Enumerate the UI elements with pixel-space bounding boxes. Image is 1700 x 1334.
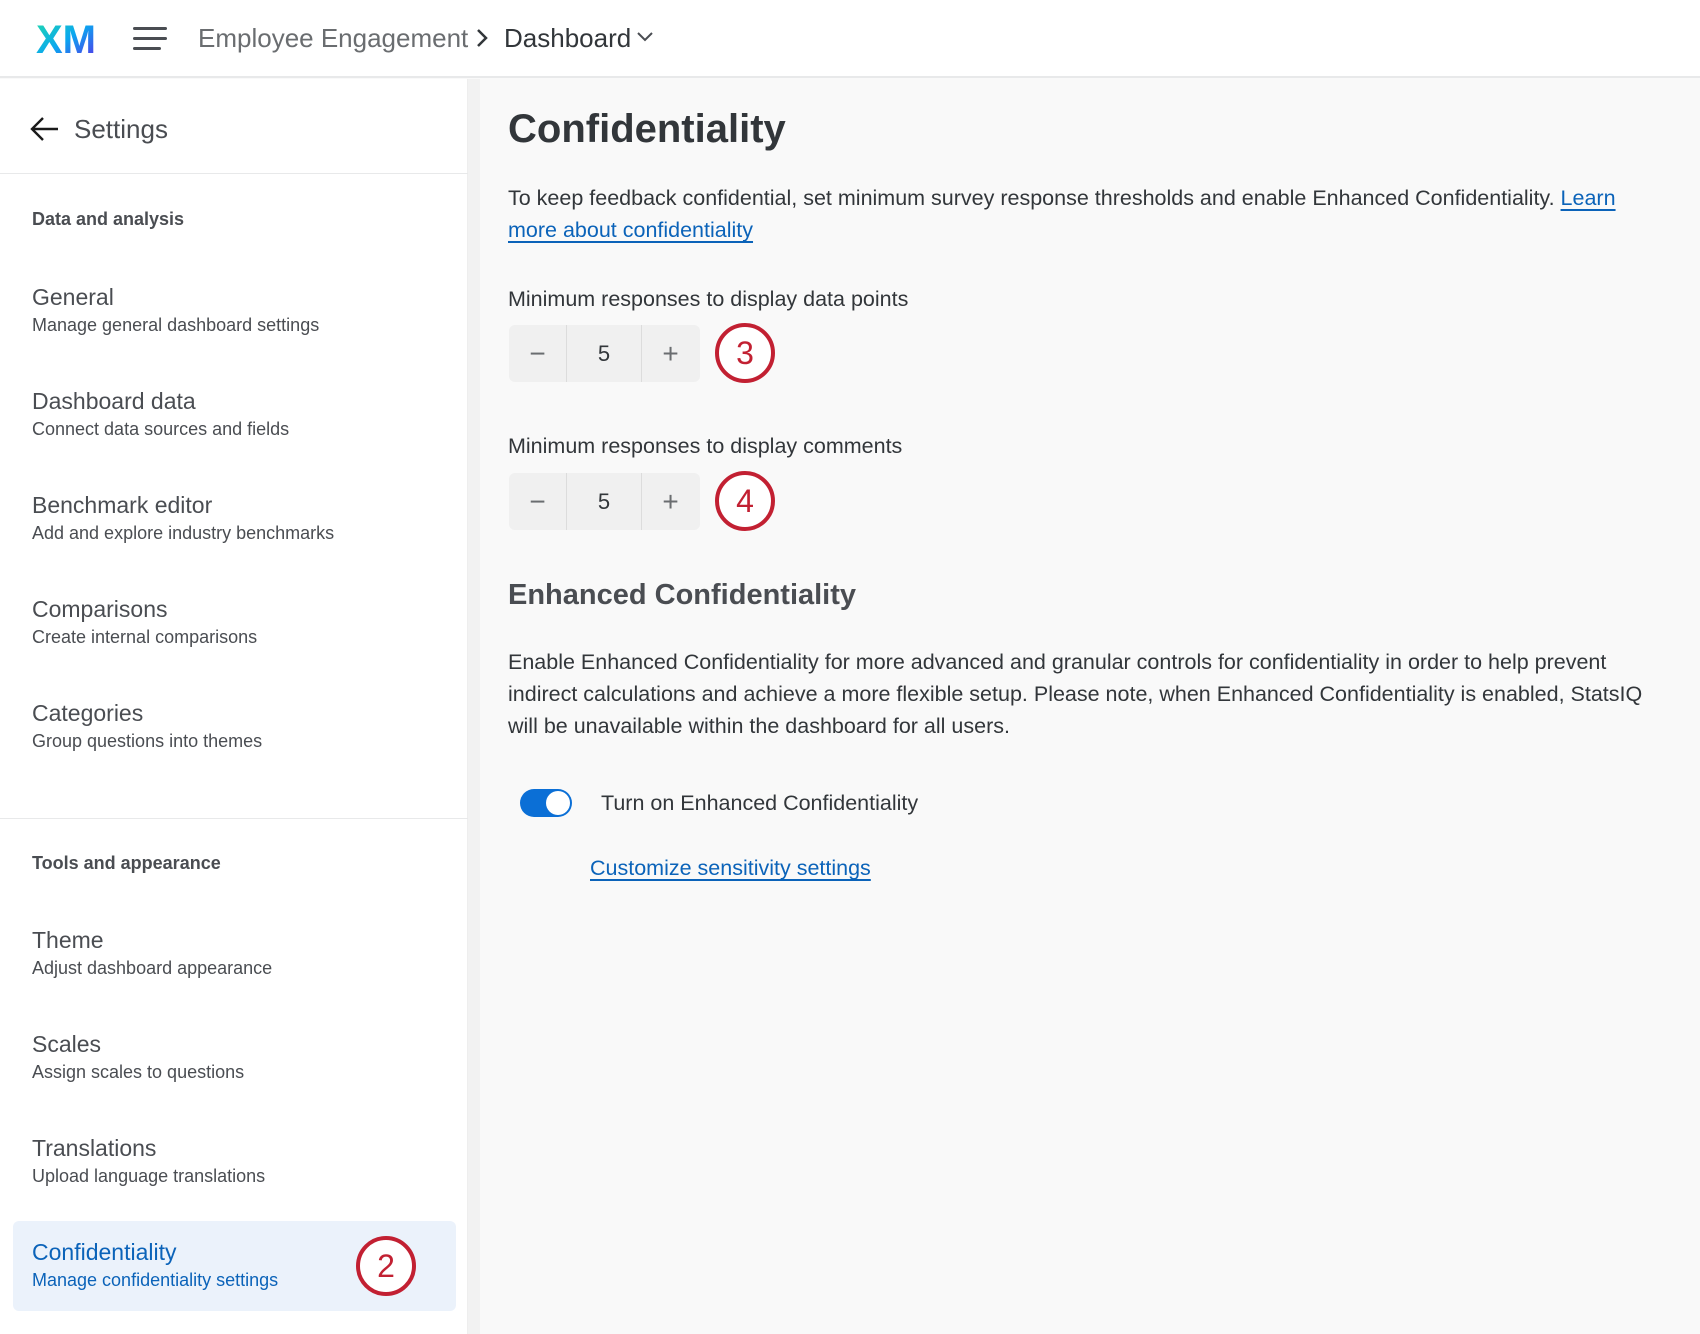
- sidebar-item-title: Translations: [32, 1135, 157, 1161]
- learn-more-link[interactable]: Learn more about confidentiality: [508, 186, 1616, 242]
- sidebar-item-desc: Group questions into themes: [32, 731, 263, 751]
- sidebar-item-benchmark-editor[interactable]: [13, 491, 456, 581]
- sidebar-border: [468, 79, 480, 1334]
- customize-sensitivity-link[interactable]: Customize sensitivity settings: [590, 856, 871, 880]
- chevron-down-icon[interactable]: [636, 30, 654, 44]
- sidebar-item-title: Confidentiality: [32, 1239, 177, 1265]
- sidebar-item-desc: Upload language translations: [32, 1166, 266, 1186]
- breadcrumb-dashboard[interactable]: Dashboard: [504, 23, 632, 53]
- data-points-stepper: [509, 325, 700, 382]
- arrow-left-icon: [30, 116, 60, 142]
- intro-body: To keep feedback confidential, set minimum survey response thresholds and enable Enhanced Confidentiality.: [508, 186, 1555, 210]
- step-badge-2: 2: [356, 1236, 416, 1296]
- sidebar-divider: [0, 818, 468, 819]
- comments-increment-button[interactable]: +: [662, 485, 679, 517]
- sidebar-item-general[interactable]: [13, 283, 456, 373]
- settings-label: Settings: [74, 113, 168, 144]
- enhanced-confidentiality-toggle[interactable]: [520, 789, 572, 817]
- sidebar-item-title: Dashboard data: [32, 388, 196, 414]
- chevron-right-icon: [474, 27, 490, 49]
- sidebar-divider: [0, 173, 468, 174]
- sidebar-item-title: Comparisons: [32, 596, 168, 622]
- sidebar-item-scales[interactable]: [13, 1030, 456, 1120]
- sidebar-item-title: General: [32, 284, 114, 310]
- top-navigation-bar: [0, 0, 1700, 78]
- sidebar-item-categories[interactable]: [13, 699, 456, 789]
- sidebar-item-title: Categories: [32, 700, 144, 726]
- section-heading-tools-appearance: Tools and appearance: [32, 853, 221, 873]
- data-points-label: Minimum responses to display data points: [508, 287, 909, 311]
- xm-logo[interactable]: [36, 20, 98, 56]
- sidebar-item-desc: Adjust dashboard appearance: [32, 958, 273, 978]
- sidebar-item-desc: Add and explore industry benchmarks: [32, 523, 335, 543]
- intro-text: [508, 182, 1658, 246]
- comments-stepper: [509, 473, 700, 530]
- comments-decrement-button[interactable]: −: [529, 485, 546, 517]
- sidebar-item-desc: Assign scales to questions: [32, 1062, 245, 1082]
- enhanced-description: Enable Enhanced Confidentiality for more advanced and granular controls for confidentiality in order to help prevent indirect calculations and achieve a more flexible setup. Please note, when Enhanced Confidentiality is enabled, StatsIQ will be unavailable within the dashboard for all users.: [508, 650, 1643, 738]
- enhanced-toggle-row: [520, 789, 918, 817]
- settings-sidebar: [0, 79, 468, 1334]
- sidebar-item-theme[interactable]: [13, 926, 456, 1016]
- enhanced-confidentiality-heading: Enhanced Confidentiality: [508, 579, 857, 611]
- sidebar-item-title: Theme: [32, 927, 104, 953]
- data-points-decrement-button[interactable]: −: [529, 337, 546, 369]
- sidebar-item-confidentiality[interactable]: [13, 1221, 456, 1311]
- sidebar-item-translations[interactable]: [13, 1134, 456, 1224]
- comments-value[interactable]: 5: [566, 473, 642, 530]
- sidebar-item-title: Scales: [32, 1031, 102, 1057]
- sidebar-item-desc: Create internal comparisons: [32, 627, 258, 647]
- back-to-settings-button[interactable]: [30, 112, 168, 146]
- sidebar-item-desc: Connect data sources and fields: [32, 419, 290, 439]
- breadcrumb-project[interactable]: Employee Engagement: [198, 23, 469, 53]
- sidebar-item-title: Benchmark editor: [32, 492, 213, 518]
- sidebar-item-desc: Manage general dashboard settings: [32, 315, 320, 335]
- step-badge-3: 3: [715, 323, 775, 383]
- svg-text:XM: XM: [36, 20, 96, 56]
- sidebar-item-comparisons[interactable]: [13, 595, 456, 685]
- hamburger-menu-icon[interactable]: [133, 27, 167, 51]
- confidentiality-panel: [480, 79, 1700, 1334]
- data-points-increment-button[interactable]: +: [662, 337, 679, 369]
- page-title: Confidentiality: [508, 107, 786, 151]
- comments-label: Minimum responses to display comments: [508, 434, 903, 458]
- step-badge-4: 4: [715, 471, 775, 531]
- sidebar-item-desc: Manage confidentiality settings: [32, 1270, 279, 1290]
- data-points-value[interactable]: 5: [566, 325, 642, 382]
- toggle-label: Turn on Enhanced Confidentiality: [601, 790, 919, 815]
- section-heading-data-analysis: Data and analysis: [32, 209, 185, 229]
- sidebar-item-dashboard-data[interactable]: [13, 387, 456, 477]
- toggle-knob: [546, 791, 570, 815]
